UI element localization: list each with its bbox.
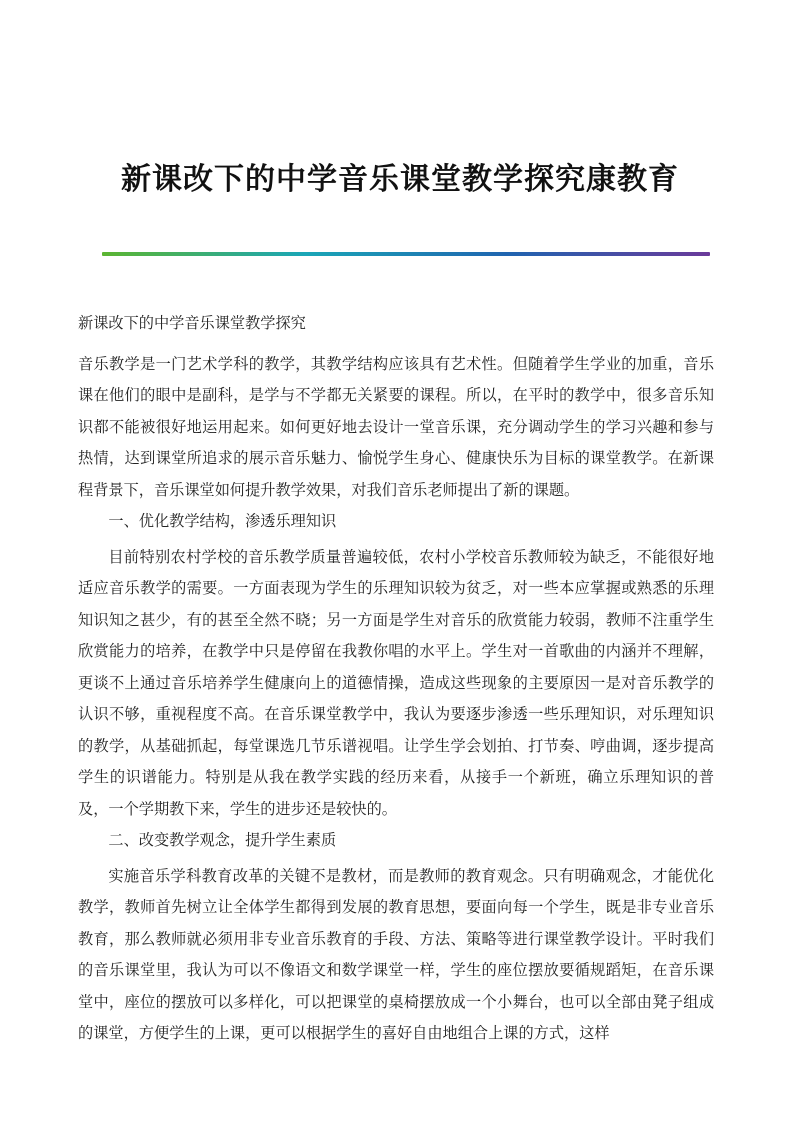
document-title: 新课改下的中学音乐课堂教学探究康教育 <box>121 162 679 197</box>
section-heading-2: 二、改变教学观念，提升学生素质 <box>108 831 337 849</box>
paragraph-section-1: 目前特别农村学校的音乐教学质量普遍较低，农村小学校音乐教师较为缺乏，不能很好地适应音乐教学的需要。一方面表现为学生的乐理知识较为贫乏，对一些本应掌握或熟悉的乐理知识知之甚少，有的甚至全然不晓；另一方面是学生对音乐的欣赏能力较弱，教师不注重学生欣赏能力的培养，在教学中只是停留在我教你唱的水平上。学生对一首歌曲的内涵并不理解，更谈不上通过音乐培养学生健康向上的道德情操，造成这些现象的主要原因一是对音乐教学的认识不够，重视程度不高。在音乐课堂教学中，我认为要逐步渗透一些乐理知识，对乐理知识的教学，从基础抓起，每堂课选几节乐谱视唱。让学生学会划拍、打节奏、哼曲调，逐步提高学生的识谱能力。特别是从我在教学实践的经历来看，从接手一个新班，确立乐理知识的普及，一个学期教下来，学生的进步还是较快的。 <box>78 547 714 818</box>
spacer <box>78 340 714 349</box>
title-gradient-rule <box>102 252 710 256</box>
paragraph-intro: 音乐教学是一门艺术学科的教学，其教学结构应该具有艺术性。但随着学生学业的加重，音乐课在他们的眼中是副科，是学与不学都无关紧要的课程。所以，在平时的教学中，很多音乐知识都不能被很好地运用起来。如何更好地去设计一堂音乐课，充分调动学生的学习兴趣和参与热情，达到课堂所追求的展示音乐魅力、愉悦学生身心、健康快乐为目标的课堂教学。在新课程背景下，音乐课堂如何提升教学效果，对我们音乐老师提出了新的课题。 <box>78 354 714 499</box>
section-heading-1: 一、优化教学结构，渗透乐理知识 <box>108 512 337 530</box>
document-subtitle: 新课改下的中学音乐课堂教学探究 <box>78 314 306 332</box>
paragraph-section-2: 实施音乐学科教育改革的关键不是教材，而是教师的教育观念。只有明确观念，才能优化教学，教师首先树立让全体学生都得到发展的教育思想，要面向每一个学生，既是非专业音乐教育，那么教师就必须用非专业音乐教育的手段、方法、策略等进行课堂教学设计。平时我们的音乐课堂里，我认为可以不像语文和数学课堂一样，学生的座位摆放要循规蹈矩，在音乐课堂中，座位的摆放可以多样化，可以把课堂的桌椅摆放成一个小舞台，也可以全部由凳子组成的课堂，方便学生的上课，更可以根据学生的喜好自由地组合上课的方式，这样 <box>78 866 714 1042</box>
document-body <box>78 308 714 1050</box>
